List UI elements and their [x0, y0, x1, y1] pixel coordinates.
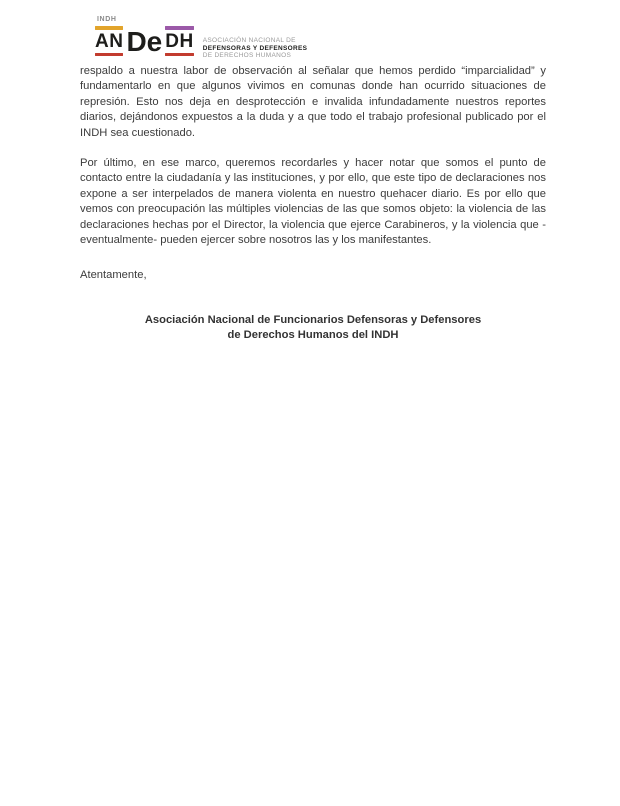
andedh-wordmark [95, 26, 194, 56]
wordmark-letters-de: De [126, 25, 163, 57]
letterhead [95, 15, 307, 60]
tagline-line-3: DE DERECHOS HUMANOS [202, 52, 292, 59]
logo-tagline [203, 37, 308, 60]
letter-body [80, 64, 546, 344]
signature-line-2: de Derechos Humanos del INDH [227, 329, 399, 342]
paragraph-2: Por último, en ese marco, queremos recordarles y hacer notar que somos el punto de contacto entre la ciudadanía y las instituciones, y por ello, que este tipo de declaraciones nos expone a ser interpelados de manera violenta en nuestro quehacer diario. Es por ello que vemos con preocupación las múltiples violencias de las que somos objeto: la violencia de las declaraciones hechas por el Director, la violencia que ejerce Carabineros, y la violencia que -eventualmente- pueden ejercer sobre nosotros las y los manifestantes. [80, 157, 546, 247]
paragraph-1: respaldo a nuestra labor de observación al señalar que hemos perdido “imparcialidad” y fundamentarlo en que algunos vivimos en comunas donde han ocurrido situaciones de represión. Esto nos deja en desprotección e invalida infundadamente nuestros reportes diarios, dejándonos expuestos a la duda y a que todo el trabajo profesional publicado por el INDH sea cuestionado. [80, 65, 546, 139]
wordmark-letters-dh: DH [165, 30, 194, 52]
tagline-line-2: DEFENSORAS Y DEFENSORES [202, 44, 308, 52]
wordmark-letters-an: AN [95, 30, 124, 52]
signature-block [80, 313, 546, 344]
wordmark-group-an [95, 26, 123, 56]
tagline-line-1: ASOCIACIÓN NACIONAL DE [202, 37, 296, 44]
indh-label: INDH [97, 16, 117, 23]
yellow-bar [95, 26, 123, 30]
wordmark-group-dh [165, 26, 193, 56]
purple-bar [165, 26, 193, 30]
red-bar [165, 53, 193, 57]
andedh-logo [95, 15, 194, 56]
red-bar [95, 53, 123, 57]
signature-line-1: Asociación Nacional de Funcionarios Defensoras y Defensores [144, 313, 482, 326]
closing-line: Atentamente, [80, 269, 147, 282]
wordmark-group-de [126, 27, 162, 56]
